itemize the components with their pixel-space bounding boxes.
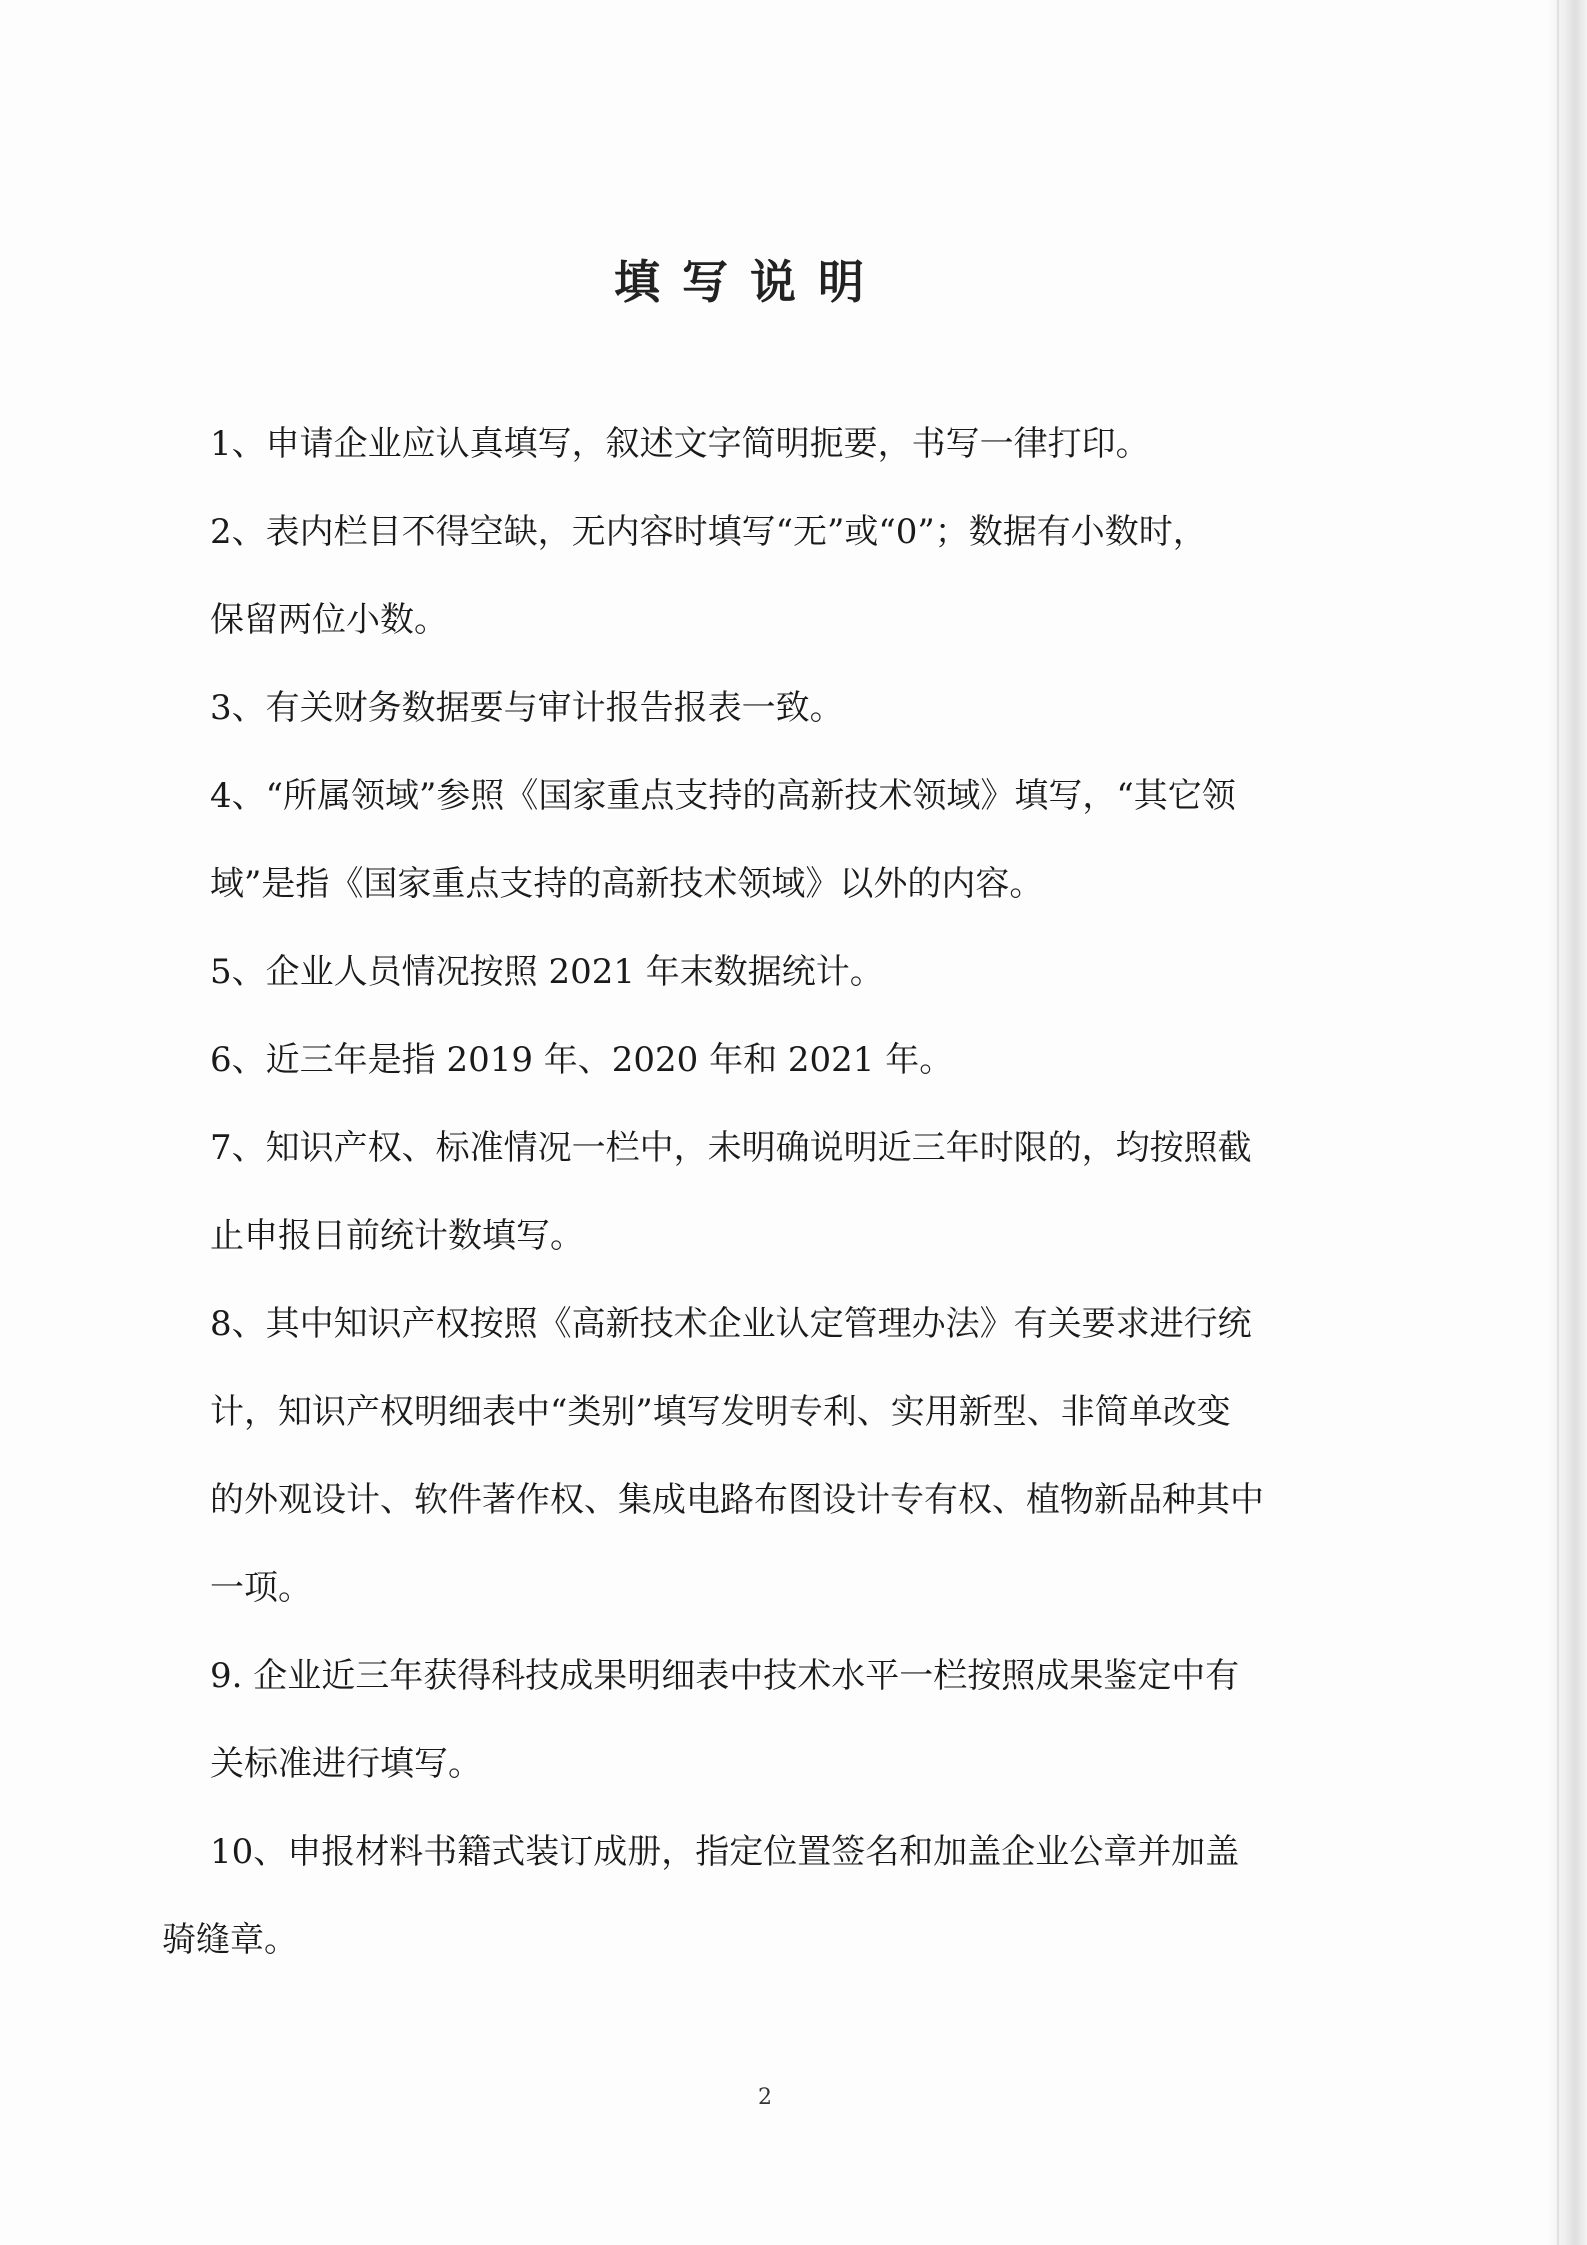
instruction-line: 的外观设计、软件著作权、集成电路布图设计专有权、植物新品种其中 xyxy=(210,1480,1264,1520)
instruction-line: 止申报日前统计数填写。 xyxy=(210,1216,584,1256)
instruction-line: 计，知识产权明细表中“类别”填写发明专利、实用新型、非简单改变 xyxy=(210,1392,1231,1432)
instruction-line: 2、表内栏目不得空缺，无内容时填写“无”或“0”；数据有小数时， xyxy=(210,512,1207,552)
instruction-line: 10、申报材料书籍式装订成册，指定位置签名和加盖企业公章并加盖 xyxy=(210,1832,1240,1872)
instruction-line: 骑缝章。 xyxy=(162,1920,298,1960)
scan-edge-shadow xyxy=(1547,0,1587,2245)
instruction-line: 9. 企业近三年获得科技成果明细表中技术水平一栏按照成果鉴定中有 xyxy=(210,1656,1240,1696)
instruction-line: 保留两位小数。 xyxy=(210,600,448,640)
instruction-item-5 xyxy=(210,928,1350,1016)
instruction-item-10 xyxy=(162,1808,1350,1984)
instruction-line: 6、近三年是指 2019 年、2020 年和 2021 年。 xyxy=(210,1040,954,1080)
page-number: 2 xyxy=(758,2085,772,2110)
instruction-line: 7、知识产权、标准情况一栏中，未明确说明近三年时限的，均按照截 xyxy=(210,1128,1252,1168)
instruction-line: 域”是指《国家重点支持的高新技术领域》以外的内容。 xyxy=(210,864,1044,904)
instruction-line: 4、“所属领域”参照《国家重点支持的高新技术领域》填写，“其它领 xyxy=(210,776,1236,816)
instruction-line: 关标准进行填写。 xyxy=(210,1744,482,1784)
instruction-line: 8、其中知识产权按照《高新技术企业认定管理办法》有关要求进行统 xyxy=(210,1304,1252,1344)
instructions-body xyxy=(162,400,1350,1984)
instruction-line: 一项。 xyxy=(210,1568,312,1608)
instruction-item-3 xyxy=(210,664,1350,752)
instruction-item-9 xyxy=(210,1632,1350,1808)
instruction-line: 3、有关财务数据要与审计报告报表一致。 xyxy=(210,688,844,728)
instruction-item-2 xyxy=(210,488,1350,664)
instruction-item-7 xyxy=(210,1104,1350,1280)
instruction-item-1 xyxy=(210,400,1350,488)
instruction-item-8 xyxy=(210,1280,1350,1632)
page-title: 填写说明 xyxy=(614,255,886,309)
instruction-item-6 xyxy=(210,1016,1350,1104)
instruction-line: 1、申请企业应认真填写，叙述文字简明扼要，书写一律打印。 xyxy=(210,424,1150,464)
scan-edge-line xyxy=(1557,0,1559,2245)
instruction-line: 5、企业人员情况按照 2021 年末数据统计。 xyxy=(210,952,884,992)
instruction-item-4 xyxy=(210,752,1350,928)
